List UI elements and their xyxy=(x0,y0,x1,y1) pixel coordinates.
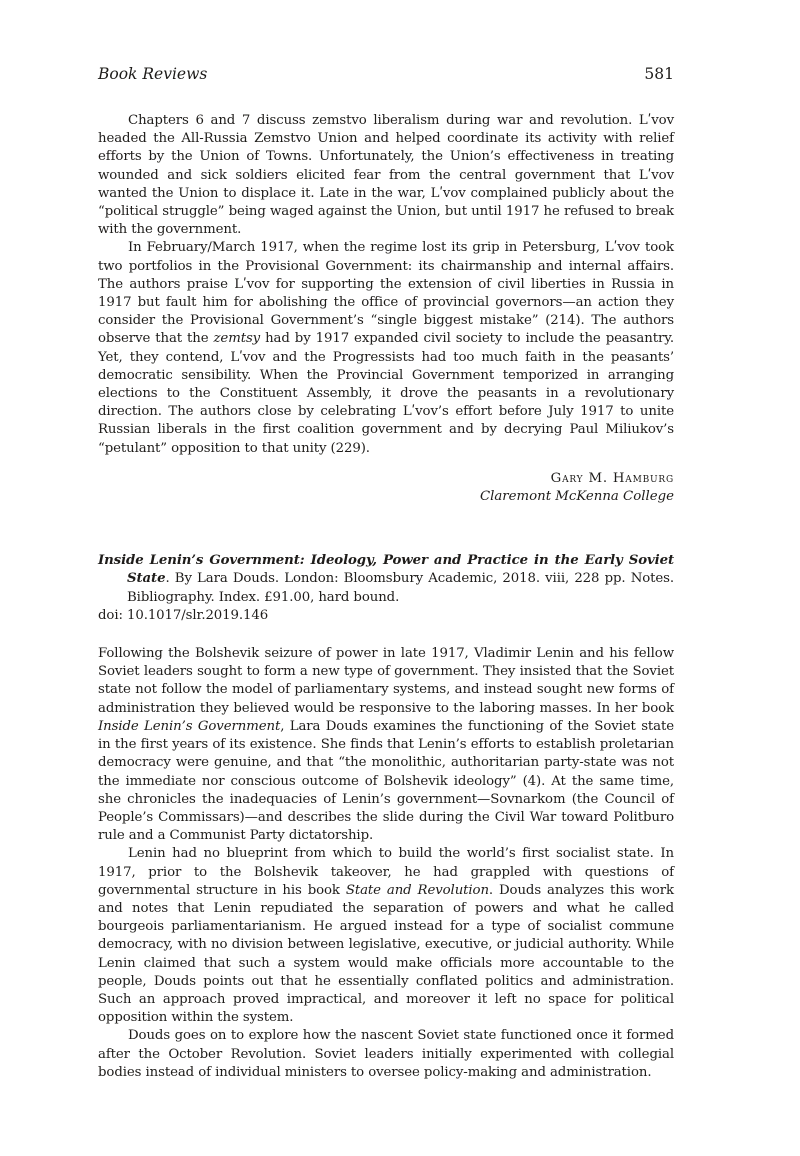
reviewer-name: Gary M. Hamburg xyxy=(550,470,674,486)
doi-line: doi: 10.1017/slr.2019.146 xyxy=(98,607,269,623)
running-head-title: Book Reviews xyxy=(98,65,208,83)
current-review-paragraphs xyxy=(98,645,674,1082)
page-number: 581 xyxy=(644,65,674,83)
paragraph: Chapters 6 and 7 discuss zemstvo liberalism during war and revolution. Lʹvov headed the All-Russia Zemstvo Union and helped coordinate its activity with relief efforts by the Union of Towns. Unfortunately, the Union’s effectiveness in treating wounded and sick soldiers elicited fear from the central government that Lʹvov wanted the Union to displace it. Late in the war, Lʹvov complained publicly about the “political struggle” being waged against the Union, but until 1917 he refused to break with the government. xyxy=(98,113,674,238)
book-citation-heading: Inside Lenin’s Government: Ideology, Power and Practice in the Early Soviet State. By Lara Douds. London: Bloomsbury Academic, 2018. viii, 228 pp. Notes. Bibliography. Index. £91.00, hard bound. xyxy=(98,553,674,605)
paragraph: Lenin had no blueprint from which to build the world’s first socialist state. In 1917, prior to the Bolshevik takeover, he had grappled with questions of governmental structure in his book State and Revolution. Douds analyzes this work and notes that Lenin repudiated the separation of powers and what he called bourgeois parliamentarianism. He argued instead for a type of socialist commune democracy, with no division between legislative, executive, or judicial authority. While Lenin claimed that such a system would make officials more accountable to the people, Douds points out that he essentially conflated politics and administration. Such an approach proved impractical, and moreover it left no space for political opposition within the system. xyxy=(98,846,674,1026)
previous-review-paragraphs xyxy=(98,112,674,458)
reviewer-affiliation: Claremont McKenna College xyxy=(479,489,674,505)
running-head xyxy=(98,64,674,84)
paragraph: Following the Bolshevik seizure of power in late 1917, Vladimir Lenin and his fellow Soviet leaders sought to form a new type of government. They insisted that the Soviet state not follow the model of parliamentary systems, and instead sought new forms of administration they believed would be responsive to the laboring masses. In her book Inside Lenin’s Government, Lara Douds examines the functioning of the Soviet state in the first years of its existence. She finds that Lenin’s efforts to establish proletarian democracy were genuine, and that “the monolithic, authoritarian party-state was not the immediate nor conscious outcome of Bolshevik ideology” (4). At the same time, she chronicles the inadequacies of Lenin’s government—Sovnarkom (the Council of People’s Commissars)—and describes the slide during the Civil War toward Politburo rule and a Communist Party dictatorship. xyxy=(98,646,674,844)
page-content xyxy=(98,64,674,1082)
paragraph: Douds goes on to explore how the nascent Soviet state functioned once it formed after the October Revolution. Soviet leaders initially experimented with collegial bodies instead of individual ministers to oversee policy-making and administration. xyxy=(98,1028,674,1080)
signature-block xyxy=(98,470,674,506)
paragraph: In February/March 1917, when the regime lost its grip in Petersburg, Lʹvov took two portfolios in the Provisional Government: its chairmanship and internal affairs. The authors praise Lʹvov for supporting the extension of civil liberties in Russia in 1917 but fault him for abolishing the office of provincial governors—an action they consider the Provisional Government’s “single biggest mistake” (214). The authors observe that the zemtsy had by 1917 expanded civil society to include the peasantry. Yet, they contend, Lʹvov and the Progressists had too much faith in the peasants’ democratic sensibility. When the Provincial Government temporized in arranging elections to the Constituent Assembly, it drove the peasants in a revolutionary direction. The authors close by celebrating Lʹvov’s effort before July 1917 to unite Russian liberals in the first coalition government and by decrying Paul Miliukov’s “petulant” opposition to that unity (229). xyxy=(98,240,674,456)
